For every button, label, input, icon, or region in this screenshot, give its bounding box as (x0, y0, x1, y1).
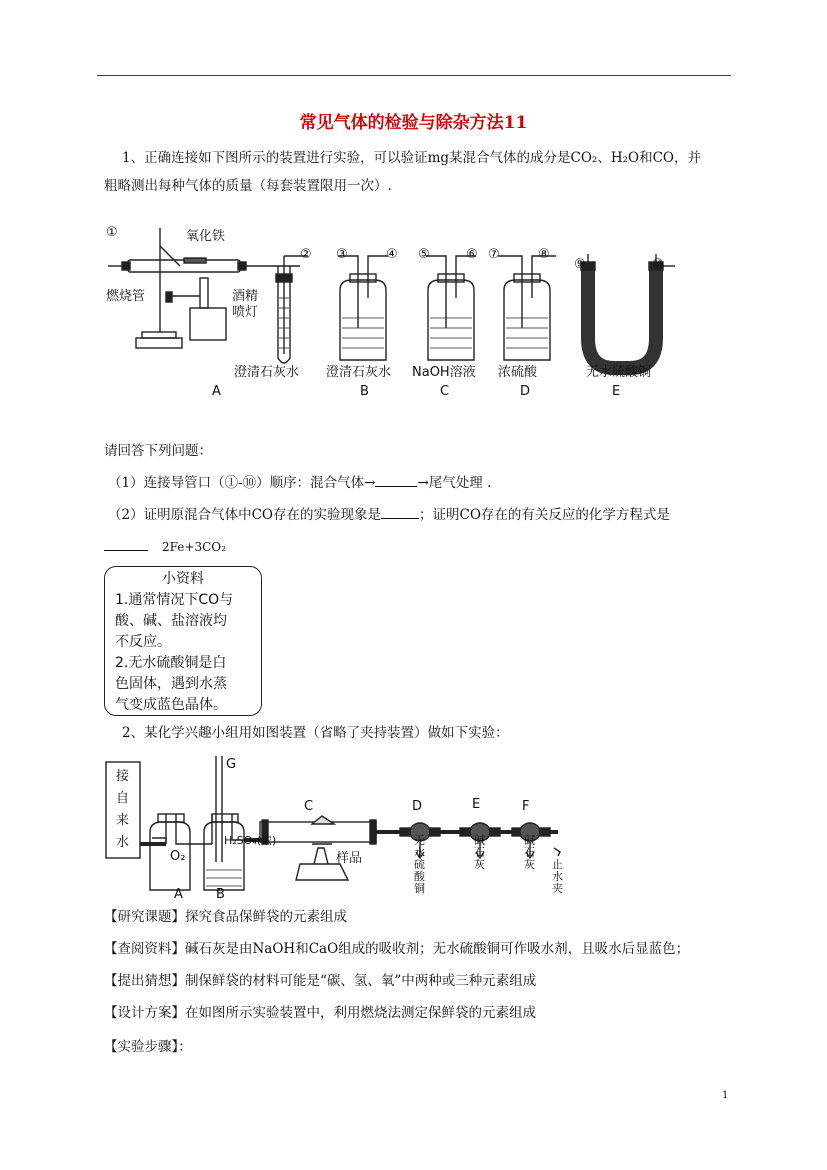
guess-text: 制保鲜袋的材料可能是“碳、氢、氧”中两种或三种元素组成 (185, 973, 537, 989)
label-o2: O₂ (170, 849, 186, 864)
letter-b: B (216, 887, 225, 902)
e-reagent-char: 石 (474, 846, 485, 859)
f-reagent-char: 碱 (524, 834, 535, 847)
clamp-char: 水 (552, 870, 563, 883)
iron-oxide-label: 氧化铁 (186, 229, 226, 244)
note-line: 酸、碱、盐溶液均 (115, 613, 227, 629)
e-reagent-char: 碱 (474, 834, 485, 847)
q2-reference (104, 938, 689, 960)
reagent-e-label: 无水硫酸铜 (586, 365, 652, 380)
d-reagent-char: 硫 (414, 858, 425, 871)
lamp-label-2: 喷灯 (232, 305, 259, 320)
q1-sub1-pre: （1）连接导管口（①-⑩）顺序：混合气体→ (108, 475, 376, 491)
page-title: 常见气体的检验与除杂方法11 (299, 113, 528, 133)
d-reagent-char: 铜 (414, 882, 425, 895)
port-6-label: ⑥ (466, 247, 478, 262)
ref-text: 碱石灰是由NaOH和CaO组成的吸收剂；无水硫酸铜可作吸水剂，且吸水后显蓝色； (185, 941, 690, 957)
water-label-2: 自 (116, 791, 130, 806)
q2-steps: 【实验步骤】： (104, 1039, 192, 1055)
note-line: 色固体，遇到水蒸 (115, 676, 227, 692)
design-text: 在如图所示实验装置中，利用燃烧法测定保鲜袋的元素组成 (185, 1005, 536, 1021)
port-4-label: ④ (386, 247, 398, 262)
q1-prompt: 请回答下列问题： (104, 443, 212, 459)
q1-sub2 (108, 504, 670, 526)
label-g: G (226, 757, 237, 772)
equation-fragment: 2Fe+3CO₂ (162, 540, 226, 554)
reagent-a-label: 澄清石灰水 (234, 365, 300, 380)
port-8-label: ⑧ (538, 247, 550, 262)
letter-e: E (612, 384, 621, 399)
q1-text-line2: 粗略测出每种气体的质量（每套装置限用一次）. (104, 178, 392, 194)
q2-intro: 2、某化学兴趣小组用如图装置（省略了夹持装置）做如下实验： (122, 725, 509, 741)
clamp-char: 夹 (552, 882, 563, 895)
letter-d: D (520, 384, 531, 399)
port-9-label: ⑨ (574, 257, 586, 272)
clamp-char: 止 (552, 858, 563, 871)
reagent-d-label: 浓硫酸 (498, 365, 538, 380)
q1-apparatus-figure (100, 218, 680, 400)
f-reagent-char: 灰 (524, 858, 535, 871)
d-reagent-char: 无 (414, 834, 425, 847)
q1-sub2-mid: ；证明CO存在的有关反应的化学方程式是 (419, 507, 670, 523)
note-line: 不反应。 (115, 634, 171, 650)
q1-sub1-post: →尾气处理 . (417, 475, 492, 491)
note-body (105, 590, 261, 716)
water-label-1: 接 (116, 769, 130, 784)
label-c: C (304, 799, 314, 814)
q1-text-line1: 1、正确连接如下图所示的装置进行实验，可以验证mg某混合气体的成分是CO₂、H₂O和CO，并 (122, 150, 701, 166)
reagent-b-label: 澄清石灰水 (326, 365, 392, 380)
port-7-label: ⑦ (488, 247, 500, 262)
label-h2so4: H₂SO₄(浓) (224, 834, 277, 847)
q2-design (104, 1002, 536, 1024)
port-1-label: ① (106, 225, 118, 240)
e-reagent-char: 灰 (474, 858, 485, 871)
water-label-3: 来 (116, 813, 130, 828)
header-rule (97, 75, 731, 76)
letter-a: A (212, 384, 221, 399)
note-line: 气变成蓝色晶体。 (115, 697, 227, 713)
port-3-label: ③ (336, 247, 348, 262)
design-tag: 【设计方案】 (104, 1005, 185, 1021)
letter-c: C (440, 384, 450, 399)
label-d: D (412, 799, 423, 814)
combustion-tube-label: 燃烧管 (106, 289, 146, 304)
q2-guess (104, 970, 536, 992)
label-f: F (522, 799, 530, 814)
port-2-label: ② (300, 247, 312, 262)
guess-tag: 【提出猜想】 (104, 973, 185, 989)
d-reagent-char: 酸 (414, 870, 425, 883)
q1-sub2-blank-a[interactable] (381, 504, 419, 519)
letter-b: B (360, 384, 369, 399)
note-title: 小资料 (162, 571, 204, 587)
note-line: 2.无水硫酸铜是白 (115, 655, 227, 671)
note-line: 1.通常情况下CO与 (115, 592, 234, 608)
label-e: E (472, 797, 481, 812)
port-10-label: ⑩ (652, 257, 664, 272)
topic-text: 探究食品保鲜袋的元素组成 (185, 909, 347, 925)
label-sample: 样品 (336, 851, 363, 866)
q2-topic (104, 906, 347, 928)
f-reagent-char: 石 (524, 846, 535, 859)
water-label-4: 水 (116, 835, 130, 850)
q1-sub2-pre: （2）证明原混合气体中CO存在的实验现象是 (108, 507, 381, 523)
page-number: 1 (722, 1090, 729, 1101)
topic-tag: 【研究课题】 (104, 909, 185, 925)
q1-sub2-blank-b[interactable] (104, 536, 148, 551)
q1-sub1-blank[interactable] (375, 472, 417, 487)
q2-apparatus-figure (100, 752, 570, 902)
ref-tag: 【查阅资料】 (104, 941, 185, 957)
d-reagent-char: 水 (414, 846, 425, 859)
port-5-label: ⑤ (418, 247, 430, 262)
lamp-label-1: 酒精 (232, 289, 259, 304)
letter-a: A (174, 887, 183, 902)
q1-sub1 (108, 472, 491, 494)
q1-sub2-line2 (104, 536, 226, 558)
info-note-box (104, 566, 262, 716)
reagent-c-label: NaOH溶液 (412, 365, 476, 380)
